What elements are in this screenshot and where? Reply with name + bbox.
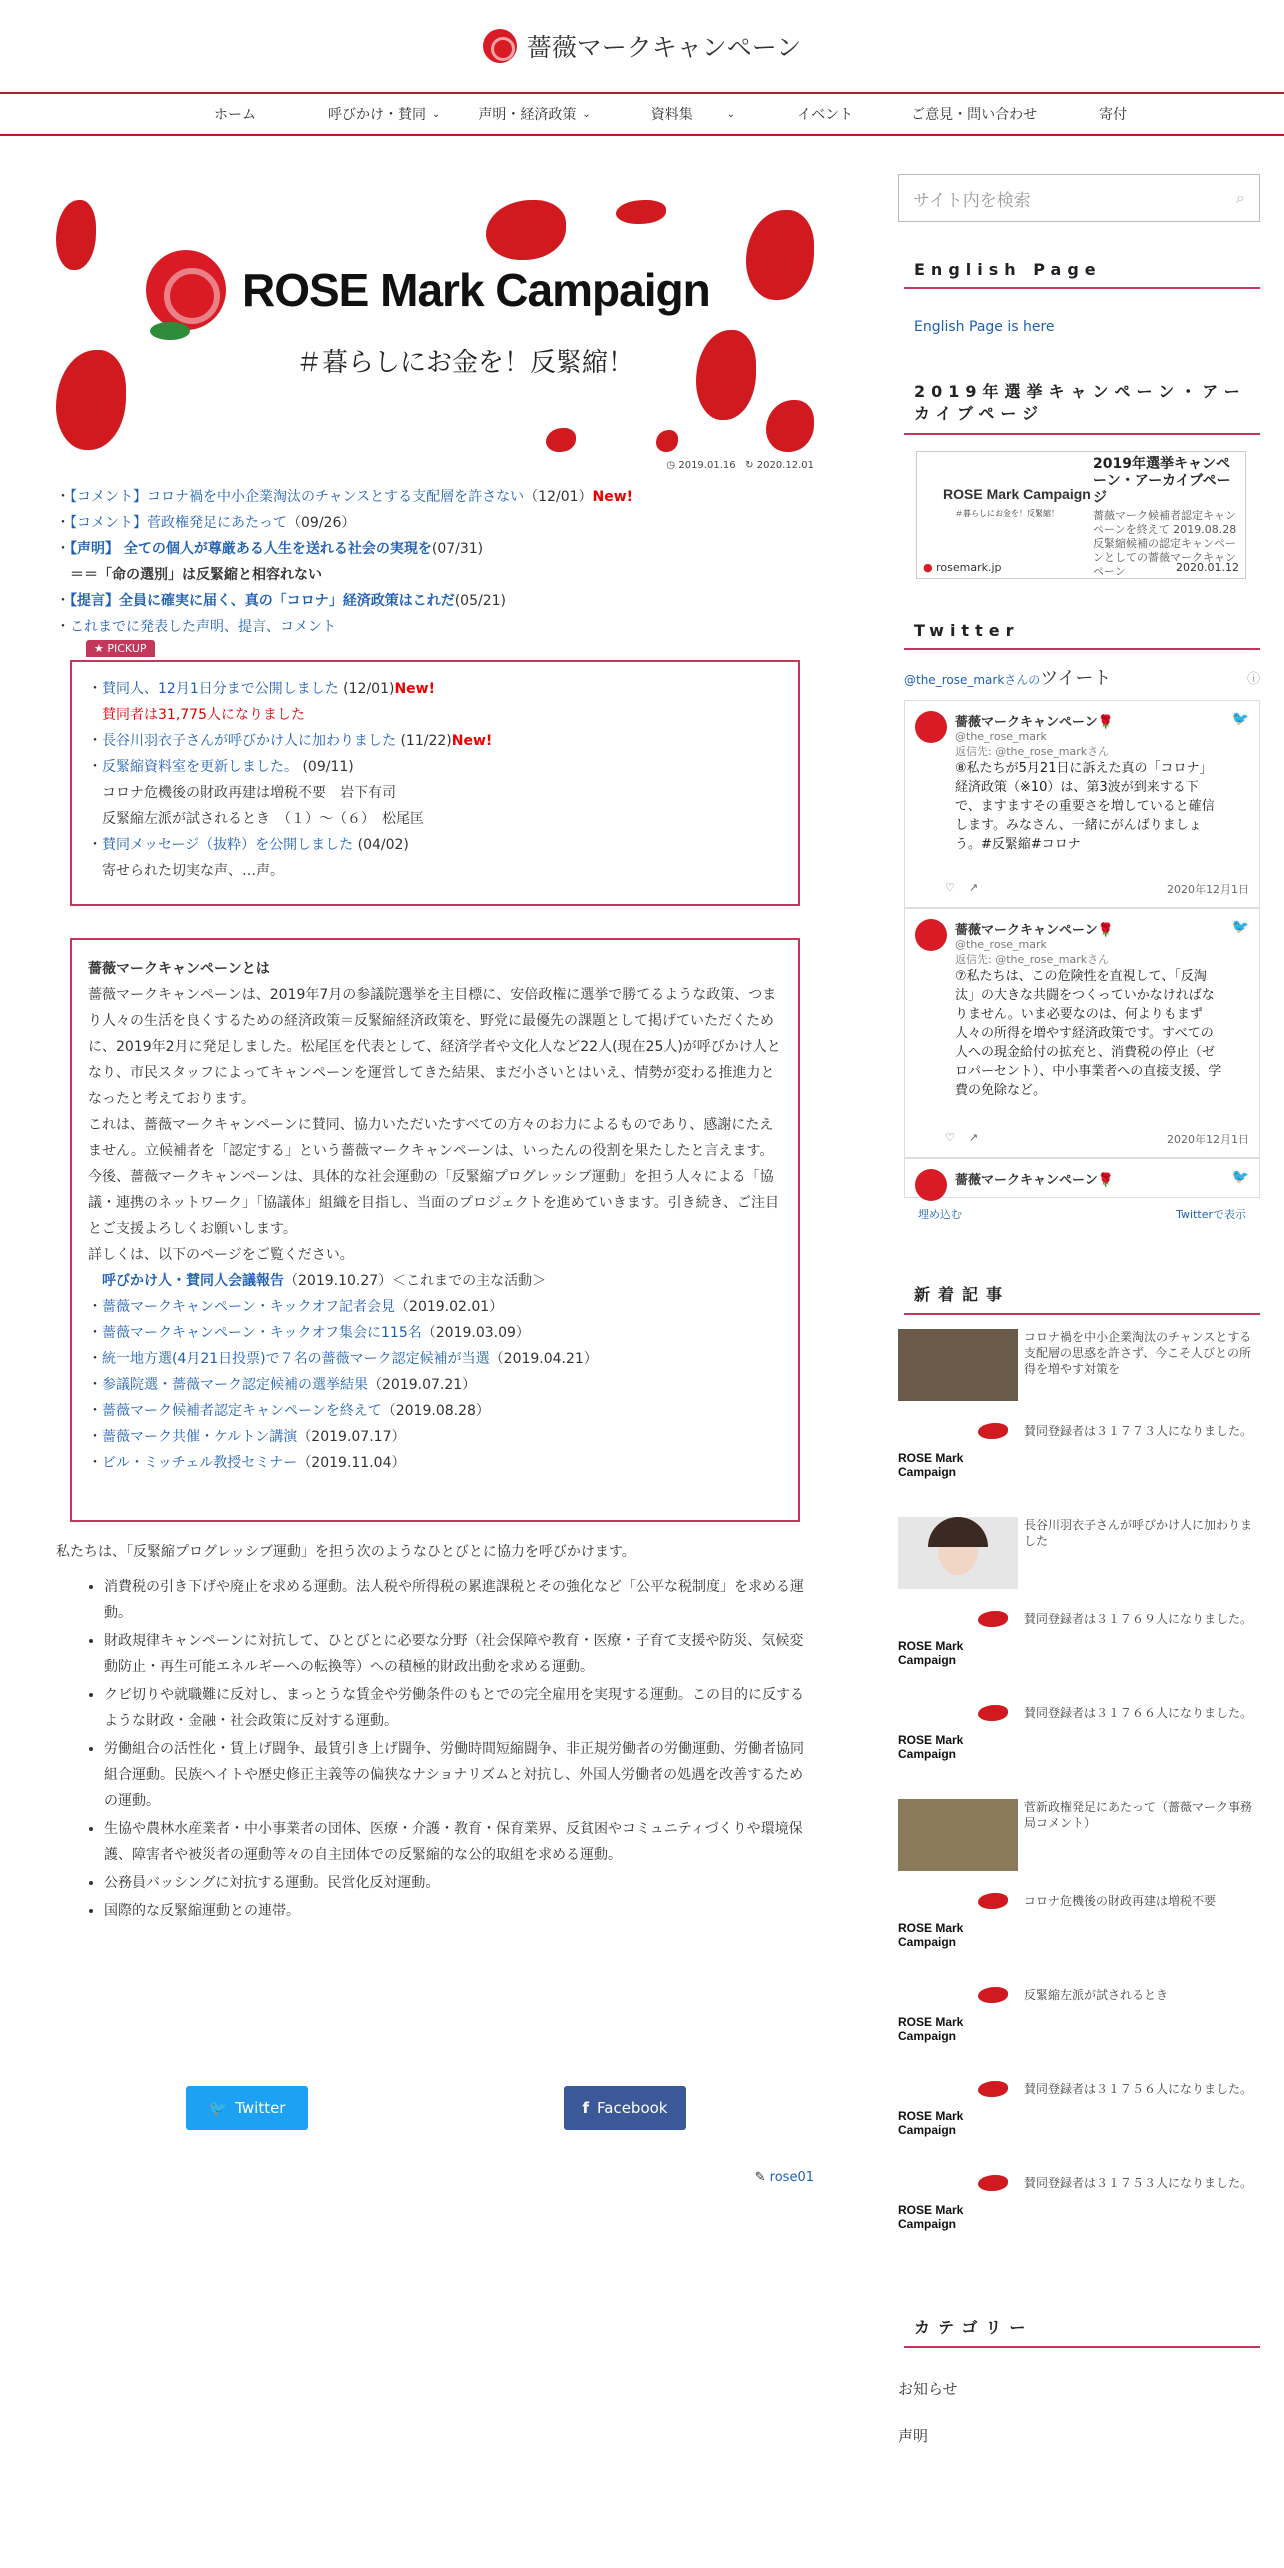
twitter-bird-icon: 🐦 <box>1231 919 1249 935</box>
article-thumbnail[interactable]: ROSE Mark Campaign <box>898 1987 1018 2059</box>
recent-heading: 新着記事 <box>904 1282 1260 1315</box>
pickup-text: 寄せられた切実な声、…声。 <box>102 863 284 879</box>
sidebar <box>898 174 1260 2472</box>
article-item[interactable]: 菅新政権発足にあたって（薔薇マーク事務局コメント） <box>898 1799 1260 1879</box>
tweet-text: ⑧私たちが5月21日に訴えた真の「コロナ」経済政策（※10）は、第3波が到来する下で、ますますその重要さを増していると確信します。みなさん、一緒にがんばりましょう。#反緊縮#コロナ <box>955 761 1215 852</box>
article-thumbnail[interactable] <box>898 1799 1018 1871</box>
category-heading: カテゴリー <box>904 2315 1260 2348</box>
pickup-tag: ★ PICKUP <box>86 640 155 657</box>
pickup-link[interactable]: 賛同メッセージ（抜粋）を公開しました <box>102 837 354 853</box>
news-link[interactable]: これまでに発表した声明、提言、コメント <box>70 619 336 635</box>
tweet-card[interactable]: 薔薇マークキャンペーン🌹 @the_rose_mark 返信先: @the_rose_markさん ⑦私たちは、この危険性を直視して、「反淘汰」の大きな共闘をつくっていかなければなりません。いま必要なのは、何よりもまず人々の所得を増やす経済政策です。すべての人への現金給付の拡充と、消費税の停止（ゼロパーセント）、中小事業者への直接支援、学費の免除など。 🐦 ♡ ↗ 2020年12月1日 <box>904 908 1260 1158</box>
about-paragraph: 詳しくは、以下のページをご覧ください。 <box>88 1247 354 1263</box>
list-item: • 消費税の引き下げや廃止を求める運動。法人税や所得税の累進課税とその強化など「公平な税制度」を求める運動。 <box>104 1574 814 1626</box>
twitter-bird-icon: 🐦 <box>1231 1169 1249 1185</box>
article-thumbnail[interactable]: ROSE Mark Campaign <box>898 1893 1018 1965</box>
pickup-link[interactable]: 長谷川羽衣子さんが呼びかけ人に加わりました <box>102 733 396 749</box>
chevron-down-icon: ⌄ <box>726 108 736 120</box>
tweet-card[interactable]: 薔薇マークキャンペーン🌹 @the_rose_mark 返信先: @the_rose_markさん ⑧私たちが5月21日に訴えた真の「コロナ」経済政策（※10）は、第3波が到来する下で、ますますその重要さを増していると確信します。みなさん、一緒にがんばりましょう。#反緊縮#コロナ 🐦 ♡ ↗ 2020年12月1日 <box>904 700 1260 908</box>
chevron-down-icon: ⌄ <box>582 108 591 120</box>
article-item[interactable]: ROSE Mark Campaign 賛同登録者は３１７６６人になりました。 <box>898 1705 1260 1785</box>
about-link[interactable]: 参議院選・薔薇マーク認定候補の選挙結果 <box>102 1377 368 1393</box>
list-item: • 公務員バッシングに対抗する運動。民営化反対運動。 <box>104 1870 814 1896</box>
archive-thumb: ROSE Mark Campaign ＃暮らしにお金を！反緊縮！ <box>925 460 1095 540</box>
about-link[interactable]: 薔薇マークキャンペーン・キックオフ集会に115名 <box>102 1325 422 1341</box>
news-link[interactable]: 【コメント】コロナ禍を中小企業淘汰のチャンスとする支配層を許さない <box>70 489 525 505</box>
search-icon[interactable]: ⌕ <box>1236 188 1245 207</box>
about-paragraph: 今後、薔薇マークキャンペーンは、具体的な社会運動の「反緊縮プログレッシブ運動」を担う人々による「協議・連携のネットワーク」「協議体」組織を目指し、当面のプロジェクトを進めていきます。引き続き、ご注目とご支援よろしくお願いします。 <box>88 1169 780 1237</box>
list-item: ・【コメント】コロナ禍を中小企業淘汰のチャンスとする支配層を許さない（12/01）New! <box>56 489 634 505</box>
nav-donate[interactable]: 寄付 <box>1099 107 1128 123</box>
nav-home[interactable]: ホーム <box>214 107 256 123</box>
facebook-share-button[interactable]: f Facebook <box>564 2086 686 2130</box>
about-link[interactable]: 薔薇マークキャンペーン・キックオフ記者会見 <box>102 1299 396 1315</box>
intro-text: 私たちは、「反緊縮プログレッシブ運動」を担う次のようなひとびとに協力を呼びかけます。 <box>56 1544 636 1560</box>
article-thumbnail[interactable]: ROSE Mark Campaign <box>898 2081 1018 2153</box>
english-page-link[interactable]: English Page is here <box>914 319 1055 335</box>
article-thumbnail[interactable]: ROSE Mark Campaign <box>898 1611 1018 1683</box>
nav-events[interactable]: イベント <box>797 107 854 123</box>
pickup-text: コロナ危機後の財政再建は増税不要 岩下有司 <box>102 785 396 801</box>
list-item: ＝＝「命の選別」は反緊縮と相容れない <box>70 567 322 583</box>
archive-card-excerpt: 薔薇マーク候補者認定キャンペーンを終えて 2019.08.28 反緊縮候補の認定キャンペーンとしての薔薇マークキャンペーン <box>1093 509 1237 578</box>
about-link[interactable]: 呼びかけ人・賛同人会議報告 <box>102 1273 284 1289</box>
avatar[interactable] <box>915 1169 947 1201</box>
pickup-text: 反緊縮左派が試されるとき （１）～（６） 松尾匡 <box>102 811 424 827</box>
article-item[interactable]: ROSE Mark Campaign 賛同登録者は３１７５３人になりました。 <box>898 2175 1260 2255</box>
list-item: ・【提言】全員に確実に届く、真の「コロナ」経済政策はこれだ(05/21) <box>56 593 506 609</box>
embed-link[interactable]: 埋め込む <box>918 1208 962 1221</box>
twitter-bird-icon: 🐦 <box>1231 711 1249 727</box>
share-icon[interactable]: ↗ <box>968 1131 979 1144</box>
clock-icon: ◷ <box>666 460 676 471</box>
pickup-link[interactable]: 賛同人、12月1日分まで公開しました <box>102 681 339 697</box>
tweet-card[interactable]: 薔薇マークキャンペーン🌹 🐦 <box>904 1158 1260 1198</box>
archive-card[interactable] <box>916 451 1246 579</box>
list-item: • 労働組合の活性化・賃上げ闘争、最賃引き上げ闘争、労働時間短縮闘争、非正規労働者の労働運動、労働者協同組合運動。民族ヘイトや歴史修正主義等の偏狭なナショナリズムと対抗し、外国人労働者の処遇を改善するための運動。 <box>104 1736 814 1814</box>
article-thumbnail[interactable] <box>898 1517 1018 1589</box>
heart-icon[interactable]: ♡ <box>945 881 955 894</box>
pencil-icon: ✎ <box>754 2170 766 2185</box>
share-icon[interactable]: ↗ <box>968 881 979 894</box>
archive-card-site: ● rosemark.jp <box>923 561 1002 574</box>
timeline-account-link[interactable]: @the_rose_markさんの <box>904 673 1041 687</box>
list-item: ・これまでに発表した声明、提言、コメント <box>56 619 336 635</box>
list-item: ・【声明】 全ての個人が尊厳ある人生を送れる社会の実現を(07/31) <box>56 541 484 557</box>
nav-contact[interactable]: ご意見・問い合わせ <box>911 107 1038 123</box>
hero-title: ROSE Mark Campaign <box>242 264 710 316</box>
about-paragraph: 薔薇マークキャンペーンは、2019年7月の参議院選挙を主目標に、安倍政権に選挙で勝てるような政策、つまり人々の生活を良くするための経済政策＝反緊縮経済政策を、野党に最優先の課題として掲げていただくために、2019年2月に発足しました。松尾匡を代表として、経済学者や文化人など22人(現在25人)が呼びかけ人となり、市民スタッフによってキャンペーンを運営してきた結果、まだ小さいとはいえ、情勢が変わる推進力となったと考えております。 <box>88 987 781 1107</box>
supporter-count: 賛同者は31,775人になりました <box>102 707 305 723</box>
heart-icon[interactable]: ♡ <box>945 1131 955 1144</box>
info-icon[interactable]: ⓘ <box>1246 671 1260 687</box>
site-title[interactable]: 薔薇マークキャンペーン <box>526 33 802 62</box>
list-item: • 国際的な反緊縮運動との連帯。 <box>104 1898 814 1924</box>
twitter-bird-icon: 🐦 <box>208 2099 228 2117</box>
nav-call-support[interactable]: 呼びかけ・賛同 ⌄ <box>328 107 441 123</box>
list-item: ・【コメント】菅政権発足にあたって（09/26） <box>56 515 356 531</box>
avatar[interactable] <box>915 711 947 743</box>
about-link[interactable]: 統一地方選(4月21日投票)で７名の薔薇マーク認定候補が当選 <box>102 1351 490 1367</box>
hero-subtitle: ＃暮らしにお金を！反緊縮！ <box>295 348 634 378</box>
post-dates: ◷ 2019.01.16 ↻ 2020.12.01 <box>666 460 814 471</box>
article-thumbnail[interactable]: ROSE Mark Campaign <box>898 1705 1018 1777</box>
about-link[interactable]: 薔薇マーク候補者認定キャンペーンを終えて <box>102 1403 382 1419</box>
article-item[interactable]: コロナ禍を中小企業淘汰のチャンスとする支配層の思惑を許さず、今こそ人びとの所得を増やす対策を <box>898 1329 1260 1409</box>
twitter-timeline: @the_rose_markさんのツイート ⓘ 薔薇マークキャンペーン🌹 @the_rose_mark 返信先: @the_rose_markさん ⑧私たちが5月21日に訴えた真の「コロナ」経済政策（※10）は、第3波が到来する下で、ますますその重要さを増していると確信します。みなさん、一緒にがんばりましょう。#反緊縮#コロナ 🐦 ♡ ↗ 2020年12月1日 薔薇マークキャンペーン🌹 @the_rose_mark 返信先: @the_rose_markさん ⑦私たちは、この危険性を直視して、「反淘汰」の大きな共闘をつくっていかなければなりません。いま必要なのは、何よりもまず人々の所得を増やす経済政策です。すべての人への現金給付の拡充と、消費税の停止（ゼロパーセント）、中小事業者への直接支援、学費の免除など。 🐦 ♡ ↗ 2020年12月1日 薔薇マークキャンペーン🌹 🐦 埋め込む Twitterで表示 <box>904 668 1260 1221</box>
about-box: 薔薇マークキャンペーンとは 薔薇マークキャンペーンは、2019年7月の参議院選挙を主目標に、安倍政権に選挙で勝てるような政策、つまり人々の生活を良くするための経済政策＝反緊縮経済政策を、野党に最優先の課題として掲げていただくために、2019年2月に発足しました。松尾匡を代表として、経済学者や文化人など22人(現在25人)が呼びかけ人となり、市民スタッフによってキャンペーンを運営してきた結果、まだ小さいとはいえ、情勢が変わる推進力となったと考えております。 これは、薔薇マークキャンペーンに賛同、協力いただいたすべての方々のお力によるものであり、感謝にたえません。立候補者を「認定する」という薔薇マークキャンペーンは、いったんの役割を果たしたと言えます。 今後、薔薇マークキャンペーンは、具体的な社会運動の「反緊縮プログレッシブ運動」を担う人々による「協議・連携のネットワーク」「協議体」組織を目指し、当面のプロジェクトを進めていきます。引き続き、ご注目とご支援よろしくお願いします。 詳しくは、以下のページをご覧ください。 呼びかけ人・賛同人会議報告（2019.10.27）＜これまでの主な活動＞ ・薔薇マークキャンペーン・キックオフ記者会見（2019.02.01） ・薔薇マークキャンペーン・キックオフ集会に115名（2019.03.09） ・統一地方選(4月21日投票)で７名の薔薇マーク認定候補が当選（2019.04.21） ・参議院選・薔薇マーク認定候補の選挙結果（2019.07.21） ・薔薇マーク候補者認定キャンペーンを終えて（2019.08.28） ・薔薇マーク共催・ケルトン講演（2019.07.17） ・ビル・ミッチェル教授セミナー（2019.11.04） <box>70 938 800 1522</box>
share-area <box>56 0 814 2568</box>
author-link[interactable]: ✎ rose01 <box>754 2170 814 2185</box>
news-link[interactable]: 【コメント】菅政権発足にあたって <box>70 515 287 531</box>
chevron-down-icon: ⌄ <box>432 108 441 120</box>
archive-card-date: 2020.01.12 <box>1176 561 1239 574</box>
twitter-share-button[interactable]: 🐦 Twitter <box>186 2086 308 2130</box>
about-link[interactable]: ビル・ミッチェル教授セミナー <box>102 1455 298 1471</box>
refresh-icon: ↻ <box>745 460 754 471</box>
list-item: • 生協や農林水産業者・中小事業者の団体、医療・介護・教育・保育業界、反貧困やコミュニティづくりや環境保護、障害者や被災者の運動等々の自主団体での反緊縮的な公的取組を求める運動。 <box>104 1816 814 1868</box>
pickup-link[interactable]: 反緊縮資料室を更新しました。 <box>102 759 298 775</box>
news-link[interactable]: 【声明】 全ての個人が尊厳ある人生を送れる社会の実現を <box>70 541 432 557</box>
twitter-heading: Twitter <box>904 621 1260 650</box>
article-item[interactable]: ROSE Mark Campaign 賛同登録者は３１７５６人になりました。 <box>898 2081 1260 2161</box>
category-link[interactable]: 声明 <box>898 2427 929 2445</box>
about-link[interactable]: 薔薇マーク共催・ケルトン講演 <box>102 1429 298 1445</box>
article-item[interactable]: ROSE Mark Campaign 反緊縮左派が試されるとき <box>898 1987 1260 2067</box>
article-thumbnail[interactable]: ROSE Mark Campaign <box>898 1423 1018 1495</box>
article-item[interactable]: ROSE Mark Campaign 賛同登録者は３１７７３人になりました。 <box>898 1423 1260 1503</box>
archive-card-title: 2019年選挙キャンペーン・アーカイブページ <box>1093 456 1231 506</box>
about-heading: 薔薇マークキャンペーンとは <box>88 961 270 977</box>
avatar[interactable] <box>915 919 947 951</box>
nav-materials[interactable]: 資料集 ⌄ <box>650 107 736 123</box>
search-input[interactable]: サイト内を検索 ⌕ <box>898 174 1260 222</box>
article-item[interactable]: ROSE Mark Campaign 賛同登録者は３１７６９人になりました。 <box>898 1611 1260 1691</box>
news-link[interactable]: 【提言】全員に確実に届く、真の「コロナ」経済政策はこれだ <box>70 593 455 609</box>
archive-heading: 2019年選挙キャンペーン・アーカイブページ <box>904 381 1260 435</box>
list-item: • クビ切りや就職難に反対し、まっとうな賃金や労働条件のもとでの完全雇用を実現する運動。この目的に反するような財政・金融・社会政策に反対する運動。 <box>104 1682 814 1734</box>
english-heading: English Page <box>904 260 1260 289</box>
facebook-icon: f <box>582 2099 590 2117</box>
article-thumbnail[interactable]: ROSE Mark Campaign <box>898 2175 1018 2247</box>
list-item: • 財政規律キャンペーンに対抗して、ひとびとに必要な分野（社会保障や教育・医療・子育て支援や防災、気候変動防止・再生可能エネルギーへの転換等）への積極的財政出動を求める運動。 <box>104 1628 814 1680</box>
category-link[interactable]: お知らせ <box>898 2380 958 2398</box>
article-item[interactable]: ROSE Mark Campaign コロナ危機後の財政再建は増税不要 <box>898 1893 1260 1973</box>
tweet-text: ⑦私たちは、この危険性を直視して、「反淘汰」の大きな共闘をつくっていかなければなりません。いま必要なのは、何よりもまず人々の所得を増やす経済政策です。すべての人への現金給付の拡充と、消費税の停止（ゼロパーセント）、中小事業者への直接支援、学費の免除など。 <box>955 969 1222 1098</box>
nav-statements[interactable]: 声明・経済政策 ⌄ <box>478 107 591 123</box>
recent-articles <box>898 1329 1260 2255</box>
view-on-twitter-link[interactable]: Twitterで表示 <box>1176 1208 1246 1221</box>
thumb-logo-text: ROSE Mark Campaign <box>943 486 1091 502</box>
article-thumbnail[interactable] <box>898 1329 1018 1401</box>
pickup-box: ★ PICKUP ・賛同人、12月1日分まで公開しました (12/01)New! 賛同者は31,775人になりました ・長谷川羽衣子さんが呼びかけ人に加わりました (11/22)New! ・反緊縮資料室を更新しました。 (09/11) コロナ危機後の財政再建は増税不要 岩下有司 反緊縮左派が試されるとき （１）～（６） 松尾匡 ・賛同メッセージ（抜粋）を公開しました (04/02) 寄せられた切実な声、…声。 <box>70 660 800 906</box>
about-paragraph: これは、薔薇マークキャンペーンに賛同、協力いただいたすべての方々のお力によるものであり、感謝にたえません。立候補者を「認定する」という薔薇マークキャンペーンは、いったんの役割を果たしたと言えます。 <box>88 1117 774 1159</box>
article-item[interactable]: 長谷川羽衣子さんが呼びかけ人に加わりました <box>898 1517 1260 1597</box>
rose-favicon-icon: ● <box>923 561 933 574</box>
